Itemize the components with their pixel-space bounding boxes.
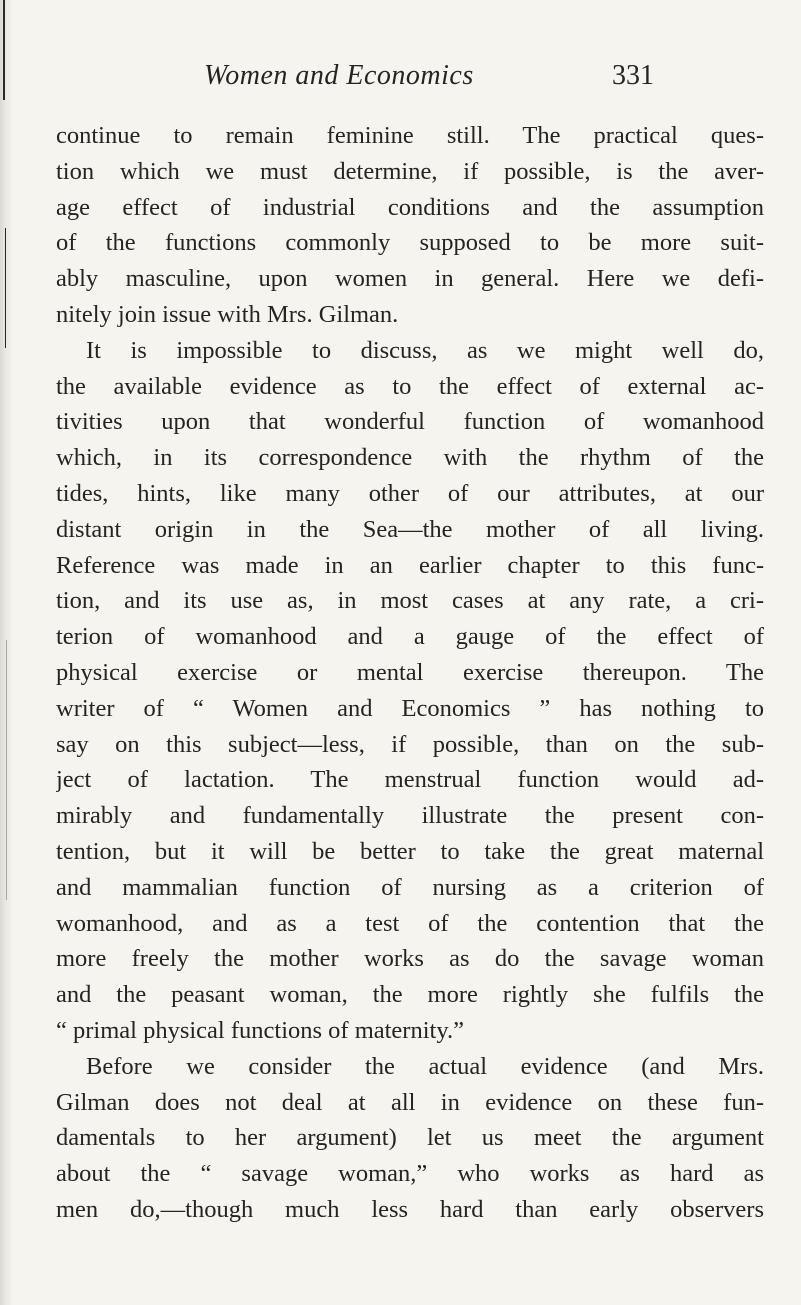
text-line: and the peasant woman, the more rightly she fulfils the <box>56 981 764 1009</box>
text-line: writer of “ Women and Economics ” has nothing to <box>56 694 764 722</box>
text-line: say on this subject—less, if possible, than on the sub- <box>56 730 764 758</box>
text-line: Reference was made in an earlier chapter to this func- <box>56 551 764 579</box>
text-line: “ primal physical functions of maternity.” <box>56 1016 464 1044</box>
binding-edge <box>3 0 5 100</box>
text-line: ject of lactation. The menstrual function would ad- <box>56 766 764 794</box>
text-line: nitely join issue with Mrs. Gilman. <box>56 300 399 328</box>
text-line: mirably and fundamentally illustrate the present con- <box>56 802 764 830</box>
text-line: damentals to her argument) let us meet the argument <box>56 1124 764 1152</box>
text-line: tention, but it will be better to take the great maternal <box>56 837 764 865</box>
text-line: tides, hints, like many other of our attributes, at our <box>56 479 764 507</box>
text-line: Before we consider the actual evidence (and Mrs. <box>86 1052 764 1080</box>
text-line: tion which we must determine, if possible, is the aver- <box>56 157 764 185</box>
body-text <box>56 118 764 1228</box>
text-line: more freely the mother works as do the savage woman <box>56 945 764 973</box>
binding-edge <box>5 228 6 348</box>
text-line: tivities upon that wonderful function of womanhood <box>56 408 764 436</box>
text-line: tion, and its use as, in most cases at any rate, a cri- <box>56 587 764 615</box>
text-line: the available evidence as to the effect of external ac- <box>56 372 764 400</box>
text-line: men do,—though much less hard than early observers <box>56 1195 764 1223</box>
text-line: terion of womanhood and a gauge of the effect of <box>56 623 764 651</box>
page-gutter <box>0 0 14 1305</box>
binding-edge <box>6 640 7 900</box>
running-title: Women and Economics <box>204 60 474 91</box>
text-line: age effect of industrial conditions and the assumption <box>56 193 764 221</box>
text-line: Gilman does not deal at all in evidence on these fun- <box>56 1088 764 1116</box>
text-line: physical exercise or mental exercise thereupon. The <box>56 658 764 686</box>
text-line: continue to remain feminine still. The practical ques- <box>56 122 764 149</box>
text-line: ably masculine, upon women in general. Here we defi- <box>56 265 764 293</box>
page-number: 331 <box>612 60 654 91</box>
text-line: about the “ savage woman,” who works as hard as <box>56 1160 764 1188</box>
text-line: It is impossible to discuss, as we might well do, <box>86 336 764 364</box>
book-page <box>56 60 764 1228</box>
text-line: which, in its correspondence with the rhythm of the <box>56 444 764 472</box>
text-line: and mammalian function of nursing as a criterion of <box>56 873 764 901</box>
running-head <box>56 60 764 104</box>
text-line: of the functions commonly supposed to be more suit- <box>56 229 764 257</box>
text-line: womanhood, and as a test of the contention that the <box>56 909 764 937</box>
text-line: distant origin in the Sea—the mother of all living. <box>56 515 764 543</box>
